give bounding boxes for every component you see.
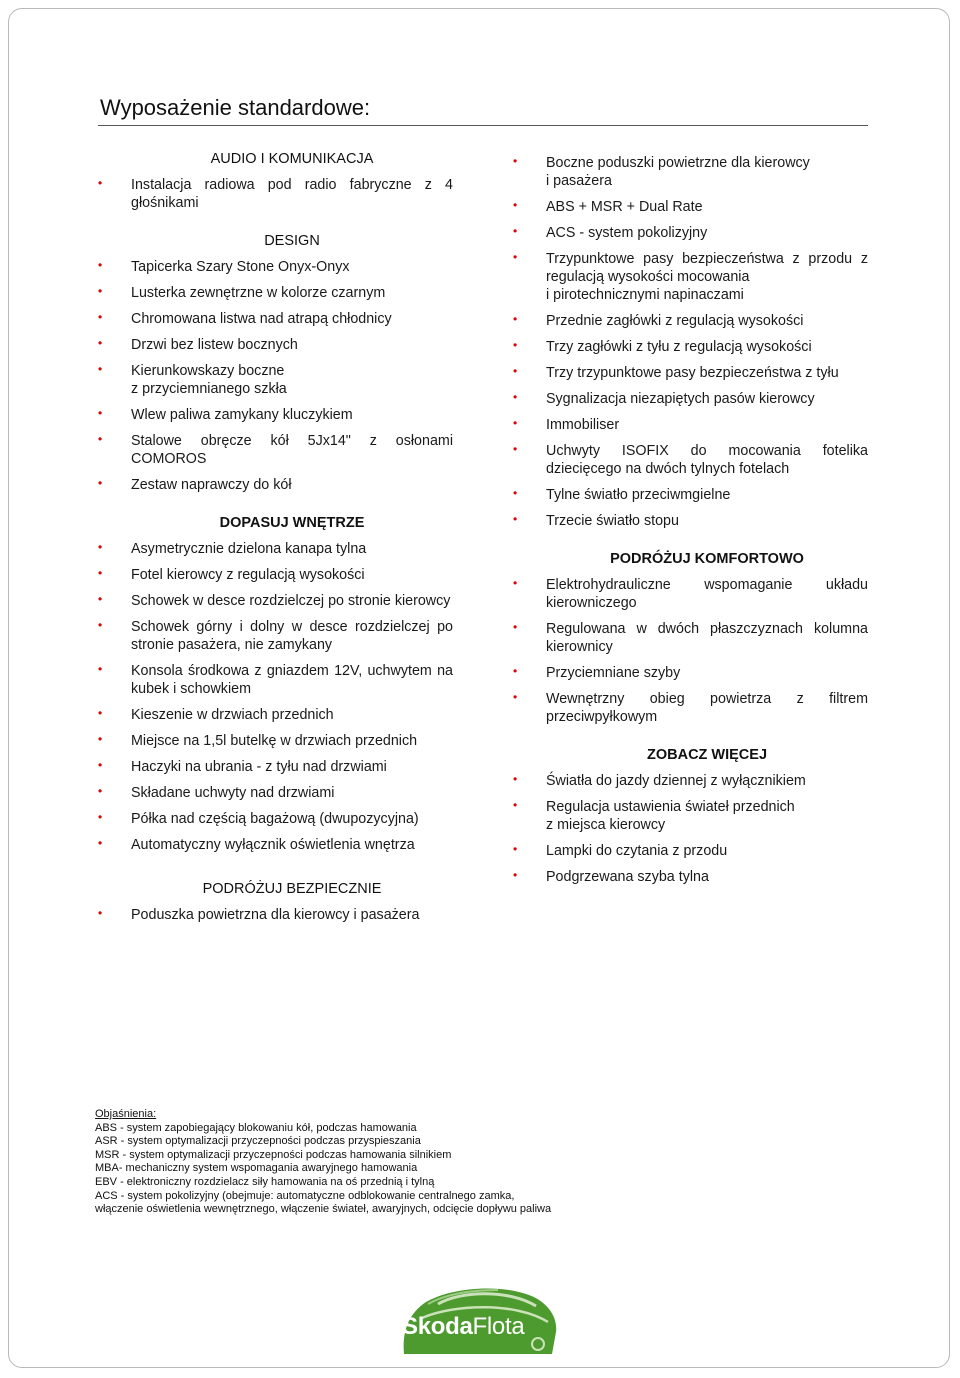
bullet-icon: • [98, 618, 103, 632]
bullet-icon: • [513, 338, 518, 352]
list-item: • Uchwyty ISOFIX do mocowania fotelika dziecięcego na dwóch tylnych fotelach [513, 442, 868, 477]
bullet-icon: • [513, 312, 518, 326]
list-item: • Instalacja radiowa pod radio fabryczne z 4 głośnikami [98, 176, 453, 211]
bullet-icon: • [98, 362, 103, 376]
list-item: • Poduszka powietrzna dla kierowcy i pasażera [98, 906, 420, 923]
page-title: Wyposażenie standardowe: [100, 95, 371, 120]
bullet-icon: • [513, 842, 518, 856]
explanation-line: MBA- mechaniczny system wspomagania awaryjnego hamowania [95, 1162, 418, 1175]
bullet-icon: • [513, 620, 518, 634]
list-item: • Regulacja ustawienia świateł przednich z miejsca kierowcy [513, 798, 795, 833]
bullet-icon: • [513, 868, 518, 882]
bullet-icon: • [513, 486, 518, 500]
list-item: • Immobiliser [513, 416, 620, 433]
bullet-icon: • [98, 836, 103, 850]
bullet-icon: • [513, 512, 518, 526]
list-item: • Trzy zagłówki z tyłu z regulacją wysokości [513, 338, 812, 355]
bullet-icon: • [513, 690, 518, 704]
bullet-icon: • [98, 176, 103, 190]
bullet-icon: • [513, 224, 518, 238]
list-item: • Miejsce na 1,5l butelkę w drzwiach przednich [98, 732, 418, 749]
list-item: • Fotel kierowcy z regulacją wysokości [98, 566, 365, 583]
section-title-safety: PODRÓŻUJ BEZPIECZNIE [202, 881, 382, 897]
list-item: • Elektrohydrauliczne wspomaganie układu kierowniczego [513, 576, 868, 611]
list-item: • Chromowana listwa nad atrapą chłodnicy [98, 310, 392, 327]
bullet-icon: • [513, 664, 518, 678]
title-underline [98, 125, 868, 126]
left-column [97, 150, 453, 932]
list-interior [97, 540, 453, 854]
bullet-icon: • [98, 810, 103, 824]
list-item: • Sygnalizacja niezapiętych pasów kierowcy [513, 390, 815, 407]
bullet-icon: • [513, 772, 518, 786]
list-design [97, 258, 453, 494]
list-item: • Wewnętrzny obieg powietrza z filtrem przeciwpyłkowym [513, 690, 868, 725]
bullet-icon: • [98, 784, 103, 798]
bullet-icon: • [98, 662, 103, 676]
list-item: • Trzy trzypunktowe pasy bezpieczeństwa z tyłu [513, 364, 839, 381]
list-item: • Zestaw naprawczy do kół [98, 476, 292, 493]
explanation-line: EBV - elektroniczny rozdzielacz siły hamowania na oś przednią i tylną [95, 1175, 435, 1188]
list-item: • Przednie zagłówki z regulacją wysokości [513, 312, 804, 329]
bullet-icon: • [513, 416, 518, 430]
list-item: • Przyciemniane szyby [513, 664, 681, 681]
bullet-icon: • [98, 592, 103, 606]
list-item: • Światła do jazdy dziennej z wyłącznikiem [513, 772, 806, 789]
list-item: • Asymetrycznie dzielona kanapa tylna [98, 540, 367, 557]
list-item: • Schowek w desce rozdzielczej po stronie kierowcy [98, 592, 451, 609]
explanation-line: ABS - system zapobiegający blokowaniu kół, podczas hamowania [95, 1121, 417, 1134]
bullet-icon: • [513, 798, 518, 812]
bullet-icon: • [513, 198, 518, 212]
list-more [512, 772, 868, 886]
right-column [512, 154, 868, 894]
bullet-icon: • [513, 390, 518, 404]
list-item: • ABS + MSR + Dual Rate [513, 198, 703, 215]
bullet-icon: • [98, 732, 103, 746]
bullet-icon: • [98, 706, 103, 720]
explanation-line: ASR - system optymalizacji przyczepności podczas przyspieszania [95, 1135, 421, 1148]
bullet-icon: • [98, 336, 103, 350]
bullet-icon: • [98, 758, 103, 772]
bullet-icon: • [98, 566, 103, 580]
bullet-icon: • [98, 284, 103, 298]
bullet-icon: • [98, 540, 103, 554]
section-title-audio: AUDIO I KOMUNIKACJA [210, 151, 374, 167]
list-item: • Boczne poduszki powietrzne dla kierowcy i pasażera [513, 154, 810, 189]
section-title-more: ZOBACZ WIĘCEJ [646, 747, 768, 763]
list-item: • Wlew paliwa zamykany kluczykiem [98, 406, 353, 423]
bullet-icon: • [98, 432, 103, 446]
bullet-icon: • [98, 406, 103, 420]
bullet-icon: • [513, 364, 518, 378]
bullet-icon: • [513, 442, 518, 456]
list-item: • Kierunkowskazy boczne z przyciemnianego szkła [98, 362, 287, 397]
list-item: • ACS - system pokolizyjny [513, 224, 708, 241]
explanation-line: ACS - system pokolizyjny (obejmuje: automatyczne odblokowanie centralnego zamka, [95, 1189, 515, 1202]
explanation-line: włączenie oświetlenia wewnętrznego, włączenie świateł, awaryjnych, odcięcie dopływu paliwa [95, 1203, 552, 1216]
section-title-interior: DOPASUJ WNĘTRZE [219, 515, 365, 531]
list-item: • Konsola środkowa z gniazdem 12V, uchwytem na kubek i schowkiem [98, 662, 453, 697]
bullet-icon: • [513, 154, 518, 168]
list-item: • Stalowe obręcze kół 5Jx14" z osłonami COMOROS [98, 432, 453, 467]
list-comfort [512, 576, 868, 726]
list-item: • Automatyczny wyłącznik oświetlenia wnętrza [98, 836, 415, 853]
list-item: • Tylne światło przeciwmgielne [513, 486, 731, 503]
bullet-icon: • [513, 576, 518, 590]
list-item: • Trzecie światło stopu [513, 512, 679, 529]
explanations-block [95, 1108, 551, 1217]
list-audio [97, 176, 453, 212]
list-safety-continued [512, 154, 868, 530]
list-item: • Tapicerka Szary Stone Onyx-Onyx [98, 258, 350, 275]
section-title-design: DESIGN [264, 233, 320, 249]
bullet-icon: • [513, 250, 518, 264]
logo-wordmark: ŠkodaFlota [402, 1313, 525, 1340]
explanation-line: MSR - system optymalizacji przyczepności podczas hamowania silnikiem [95, 1148, 452, 1161]
list-item: • Haczyki na ubrania - z tyłu nad drzwiami [98, 758, 387, 775]
list-item: • Kieszenie w drzwiach przednich [98, 706, 334, 723]
list-item: • Podgrzewana szyba tylna [513, 868, 709, 885]
bullet-icon: • [98, 906, 103, 920]
section-title-comfort: PODRÓŻUJ KOMFORTOWO [610, 551, 804, 567]
bullet-icon: • [98, 476, 103, 490]
list-item: • Schowek górny i dolny w desce rozdzielczej po stronie pasażera, nie zamykany [98, 618, 453, 653]
list-item: • Trzypunktowe pasy bezpieczeństwa z przodu z regulacją wysokości mocowania i pirotechnicznymi napinaczami [513, 250, 868, 303]
bullet-icon: • [98, 258, 103, 272]
list-safety [97, 906, 453, 924]
bullet-icon: • [98, 310, 103, 324]
list-item: • Drzwi bez listew bocznych [98, 336, 298, 353]
list-item: • Lusterka zewnętrzne w kolorze czarnym [98, 284, 386, 301]
explanations-heading: Objaśnienia: [95, 1108, 157, 1120]
list-item: • Półka nad częścią bagażową (dwupozycyjna) [98, 810, 419, 827]
list-item: • Lampki do czytania z przodu [513, 842, 728, 859]
list-item: • Składane uchwyty nad drzwiami [98, 784, 335, 801]
list-item: • Regulowana w dwóch płaszczyznach kolumna kierownicy [513, 620, 868, 655]
